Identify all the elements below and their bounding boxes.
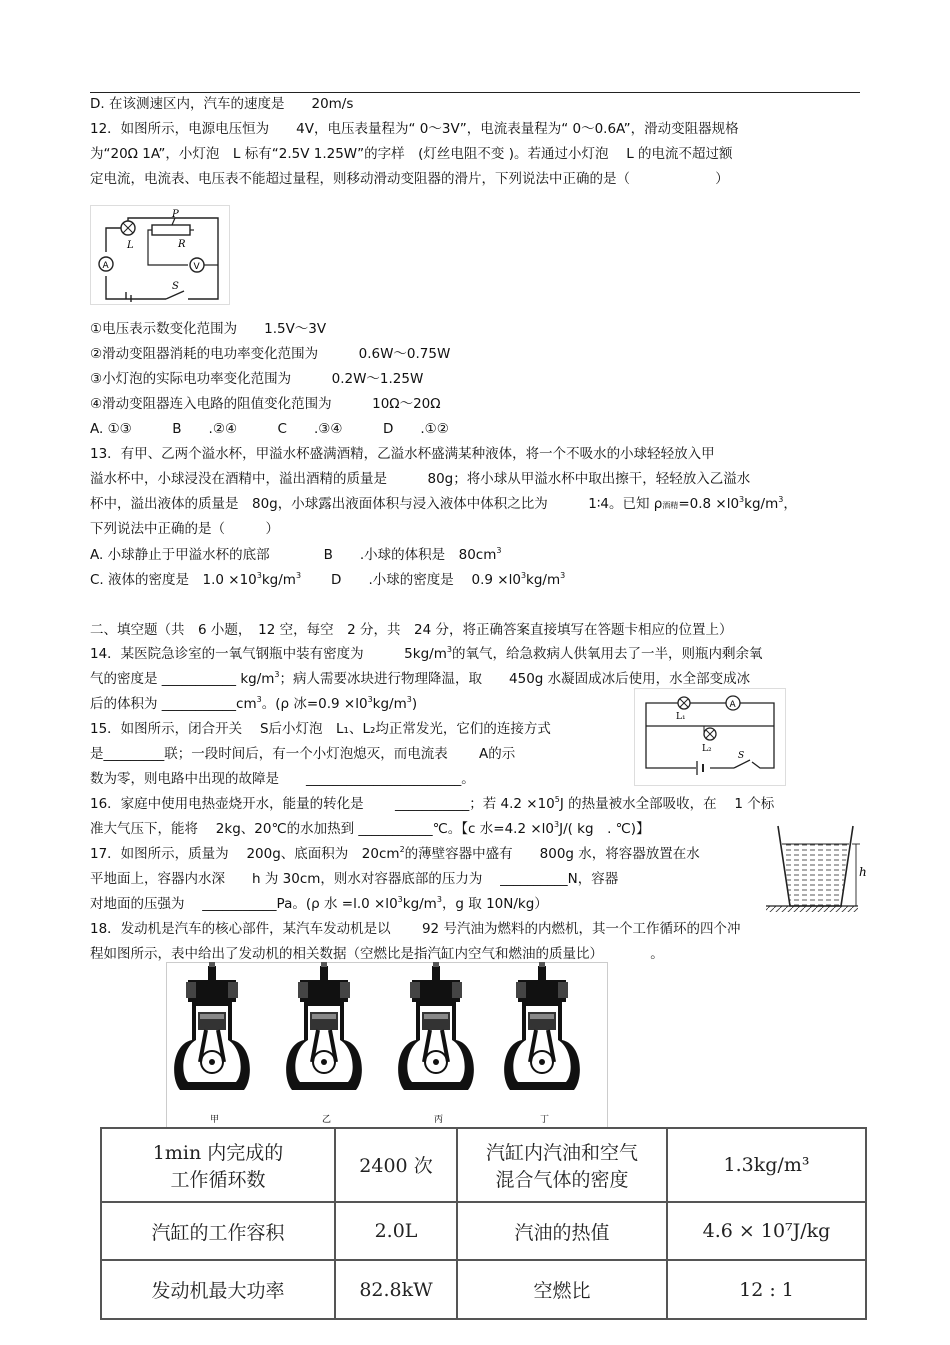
q12-statement-3: ③小灯泡的实际电功率变化范围为 0.2W～1.25W <box>90 371 424 387</box>
q17-line1: 17．如图所示，质量为 200g、底面积为 $20cm^2$的薄壁容器中盛有 800g 水，将容器放置在水 <box>90 845 700 862</box>
table-cell: 汽油的热值 <box>457 1202 667 1261</box>
q15-l2-label: L₂ <box>702 744 712 754</box>
q12-ammeter-label: A <box>102 261 109 271</box>
q12-line2: 为“20Ω 1A”，小灯泡 L 标有“2.5V 1.25W”的字样 (灯丝电阻不变 )。若通过小灯泡 L 的电流不超过额 <box>90 146 733 162</box>
q15-line1: 15．如图所示，闭合开关 S后小灯泡 L₁、L₂均正常发光，它们的连接方式 <box>90 721 551 737</box>
table-row <box>101 1202 866 1261</box>
q15-switch-label: S <box>738 751 745 761</box>
q16-line1: 16．家庭中使用电热壶烧开水，能量的转化是 ___________；若 $4.2 \times 10^5J$ 的热量被水全部吸收，在 1 个标 <box>90 795 775 812</box>
stroke-label-yi: 乙 <box>322 1115 332 1125</box>
section-2-heading: 二、填空题（共 6 小题， 12 空，每空 2 分，共 24 分，将正确答案直接填写在答题卡相应的位置上） <box>90 622 733 638</box>
q11-option-d: D. 在该测速区内，汽车的速度是 20m/s <box>90 96 354 112</box>
stroke-label-ding: 丁 <box>540 1115 550 1125</box>
q16-line2: 准大气压下，能将 2kg、20℃的水加热到 ___________℃。【c 水$=4.2 \times l0^3J/$( kg . ℃)】 <box>90 820 650 837</box>
table-cell: 1.3kg/m³ <box>667 1128 866 1202</box>
table-cell: 82.8kW <box>335 1260 457 1319</box>
q12-switch-label: S <box>172 281 179 292</box>
q17-depth-label: h <box>859 865 867 879</box>
q12-lamp-label: L <box>127 240 134 251</box>
q12-line1: 12．如图所示，电源电压恒为 4V，电压表量程为“ 0～3V”，电流表量程为“ 0～0.6A”，滑动变阻器规格 <box>90 121 739 137</box>
q18-line1: 18．发动机是汽车的核心部件，某汽车发动机是以 92 号汽油为燃料的内燃机，其一个工作循环的四个冲 <box>90 921 741 937</box>
stroke-label-bing: 丙 <box>434 1115 444 1125</box>
q13-line2: 溢水杯中，小球浸没在酒精中，溢出酒精的质量是 80g；将小球从甲溢水杯中取出擦干，轻轻放入乙溢水 <box>90 471 751 487</box>
q12-statement-4: ④滑动变阻器连入电路的阻值变化范围为 10Ω～20Ω <box>90 396 441 412</box>
table-row <box>101 1128 866 1202</box>
q14-line2: 气的密度是 ___________ $kg/m^3$；病人需要冰块进行物理降温，取 450g 水凝固成冰后使用，水全部变成冰 <box>90 670 751 687</box>
top-rule <box>90 92 860 93</box>
q14-line3: 后的体积为 $\_\_\_\_\_\_\_\_\_\_\_cm^3$。(ρ 冰$=0.9 \times l0^3kg/m^3$) <box>90 695 418 712</box>
q13-options-cd: C. 液体的密度是 $1.0 \times 10^3kg/m^3$ D .小球的密度是 $0.9 \times l0^3kg/m^3$ <box>90 571 566 588</box>
q12-line3: 定电流，电流表、电压表不能超过量程，则移动滑动变阻器的滑片，下列说法中正确的是（ ） <box>90 171 729 187</box>
table-cell: 12 : 1 <box>667 1260 866 1319</box>
engine-data-table <box>100 1127 867 1320</box>
table-cell: 2400 次 <box>335 1128 457 1202</box>
q13-options-ab: A. 小球静止于甲溢水杯的底部 B .小球的体积是 $80cm^3$ <box>90 546 502 563</box>
table-cell: 汽缸内汽油和空气 混合气体的密度 <box>457 1128 667 1202</box>
q12-rheostat-label: R <box>178 239 186 250</box>
table-cell: 1min 内完成的 工作循环数 <box>101 1128 335 1202</box>
q15-ammeter-label: A <box>729 700 736 710</box>
q12-options: A. ①③ B .②④ C .③④ D .①② <box>90 421 449 437</box>
q13-line4: 下列说法中正确的是（ ） <box>90 521 279 537</box>
q13-line3: 杯中，溢出液体的质量是 80g，小球露出液面体积与浸入液体中体积之比为 1∶4。已知 ρ酒精$=0.8 \times l0^3kg/m^3$， <box>90 495 797 512</box>
q17-container-diagram <box>762 818 870 916</box>
q12-statement-1: ①电压表示数变化范围为 1.5V～3V <box>90 321 327 337</box>
q12-slider-label: P <box>172 209 179 220</box>
q13-line1: 13．有甲、乙两个溢水杯，甲溢水杯盛满酒精，乙溢水杯盛满某种液体，将一个不吸水的小球轻轻放入甲 <box>90 446 715 462</box>
q17-line2: 平地面上，容器内水深 h 为 30cm，则水对容器底部的压力为 __________N，容器 <box>90 871 619 887</box>
table-cell: 发动机最大功率 <box>101 1260 335 1319</box>
table-cell: 汽缸的工作容积 <box>101 1202 335 1261</box>
q12-circuit-diagram <box>90 205 230 305</box>
table-cell: 空燃比 <box>457 1260 667 1319</box>
table-cell: 2.0L <box>335 1202 457 1261</box>
q17-line3: 对地面的压强为 ___________Pa。(ρ 水 $=l.0 \times l0^3kg/m^3$，g 取 10N/kg） <box>90 895 548 912</box>
q15-circuit-diagram <box>634 688 786 786</box>
stroke-label-jia: 甲 <box>210 1115 220 1125</box>
q15-line3: 数为零，则电路中出现的故障是 _______________________。 <box>90 771 475 787</box>
q18-line2: 程如图所示，表中给出了发动机的相关数据（空燃比是指汽缸内空气和燃油的质量比） 。 <box>90 946 664 962</box>
q14-line1: 14．某医院急诊室的一氧气钢瓶中装有密度为 $5kg/m^3$的氧气，给急救病人供氧用去了一半，则瓶内剩余氧 <box>90 645 763 662</box>
q12-statement-2: ②滑动变阻器消耗的电功率变化范围为 0.6W～0.75W <box>90 346 451 362</box>
table-cell: 4.6 × 10⁷J/kg <box>667 1202 866 1261</box>
q12-voltmeter-label: V <box>193 262 200 272</box>
q18-engine-strokes-figure <box>166 962 608 1128</box>
table-row <box>101 1260 866 1319</box>
q15-line2: 是_________联；一段时间后，有一个小灯泡熄灭，而电流表 A的示 <box>90 746 516 762</box>
q15-l1-label: L₁ <box>676 712 686 722</box>
